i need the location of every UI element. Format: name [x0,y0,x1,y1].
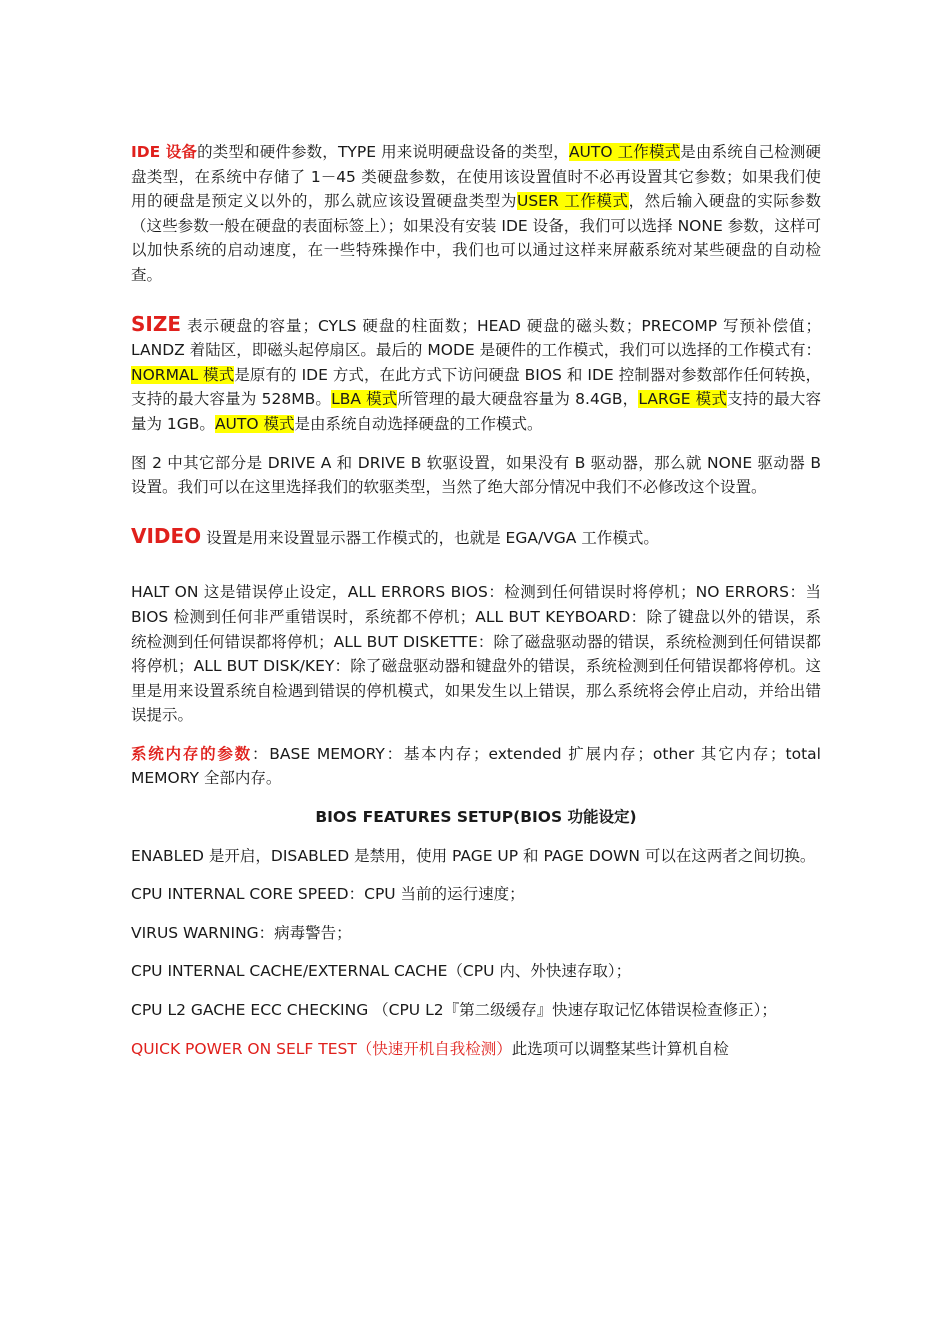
paragraph-drive: 图 2 中其它部分是 DRIVE A 和 DRIVE B 软驱设置，如果没有 B 驱动器，那么就 NONE 驱动器 B 设置。我们可以在这里选择我们的软驱类型，当然了绝大部分情况中我们不必修改这个设置。 [131,453,821,497]
highlight-lba: LBA 模式 [331,390,398,409]
paragraph-cache: CPU INTERNAL CACHE/EXTERNAL CACHE（CPU 内、外快速存取）； [131,962,632,981]
paragraph-memory: 系统内存的参数：BASE MEMORY：基本内存；extended 扩展内存；other 其它内存；total MEMORY 全部内存。 [131,744,821,788]
highlight-auto-mode: AUTO 模式 [214,414,295,433]
heading-size: SIZE [131,311,182,336]
section-title: BIOS FEATURES SETUP(BIOS 功能设定) [315,808,637,827]
heading-memory: 系统内存的参数 [131,744,252,763]
paragraph-ide: IDE 设备的类型和硬件参数，TYPE 用来说明硬盘设备的类型，AUTO 工作模式是由系统自己检测硬盘类型，在系统中存储了 1－45 类硬盘参数，在使用该设置值时不必再设置其它参数；如果我们使用的硬盘是预定义以外的，那么就应该设置硬盘类型为USER 工作模式，然后输入硬盘的实际参数（这些参数一般在硬盘的表面标签上）；如果没有安装 IDE 设备，我们可以选择 NONE 参数，这样可以加快系统的启动速度，在一些特殊操作中，我们也可以通过这样来屏蔽系统对某些硬盘的自动检查。 [131,143,821,284]
paragraph-halt-on: HALT ON 这是错误停止设定，ALL ERRORS BIOS：检测到任何错误时将停机；NO ERRORS：当 BIOS 检测到任何非严重错误时，系统都不停机；ALL BUT KEYBOARD：除了键盘以外的错误，系统检测到任何错误都将停机；ALL BUT DISKETTE：除了磁盘驱动器的错误，系统检测到任何错误都将停机；ALL BUT DISK/KEY：除了磁盘驱动器和键盘外的错误，系统检测到任何错误都将停机。这里是用来设置系统自检遇到错误的停机模式，如果发生以上错误，那么系统将会停止启动，并给出错误提示。 [131,583,821,725]
paragraph-quick-post: QUICK POWER ON SELF TEST（快速开机自我检测）此选项可以调整某些计算机自检 [131,1039,729,1058]
highlight-large: LARGE 模式 [638,390,728,409]
paragraph-virus: VIRUS WARNING：病毒警告； [131,923,352,942]
highlight-auto: AUTO 工作模式 [568,143,681,161]
paragraph-enabled: ENABLED 是开启，DISABLED 是禁用，使用 PAGE UP 和 PAGE DOWN 可以在这两者之间切换。 [131,846,816,865]
paragraph-size: SIZE 表示硬盘的容量；CYLS 硬盘的柱面数；HEAD 硬盘的磁头数；PRECOMP 写预补偿值；LANDZ 着陆区，即磁头起停扇区。最后的 MODE 是硬件的工作模式，我们可以选择的工作模式有：NORMAL 模式是原有的 IDE 方式，在此方式下访问硬盘 BIOS 和 IDE 控制器对参数部作任何转换，支持的最大容量为 528MB。LBA 模式所管理的最大硬盘容量为 8.4GB，LARGE 模式支持的最大容量为 1GB。AUTO 模式是由系统自动选择硬盘的工作模式。 [131,311,821,433]
heading-ide: IDE 设备 [131,143,198,161]
heading-quick-post: QUICK POWER ON SELF TEST（快速开机自我检测） [131,1039,512,1058]
paragraph-video: VIDEO 设置是用来设置显示器工作模式的，也就是 EGA/VGA 工作模式。 [131,523,659,548]
paragraph-cpu-speed: CPU INTERNAL CORE SPEED：CPU 当前的运行速度； [131,885,525,904]
highlight-user: USER 工作模式 [516,192,629,211]
document-page [131,140,821,1061]
paragraph-l2-ecc: CPU L2 GACHE ECC CHECKING （CPU L2『第二级缓存』快速存取记忆体错误检查修正）； [131,1001,777,1020]
heading-video: VIDEO [131,523,202,548]
highlight-normal: NORMAL 模式 [131,365,235,384]
